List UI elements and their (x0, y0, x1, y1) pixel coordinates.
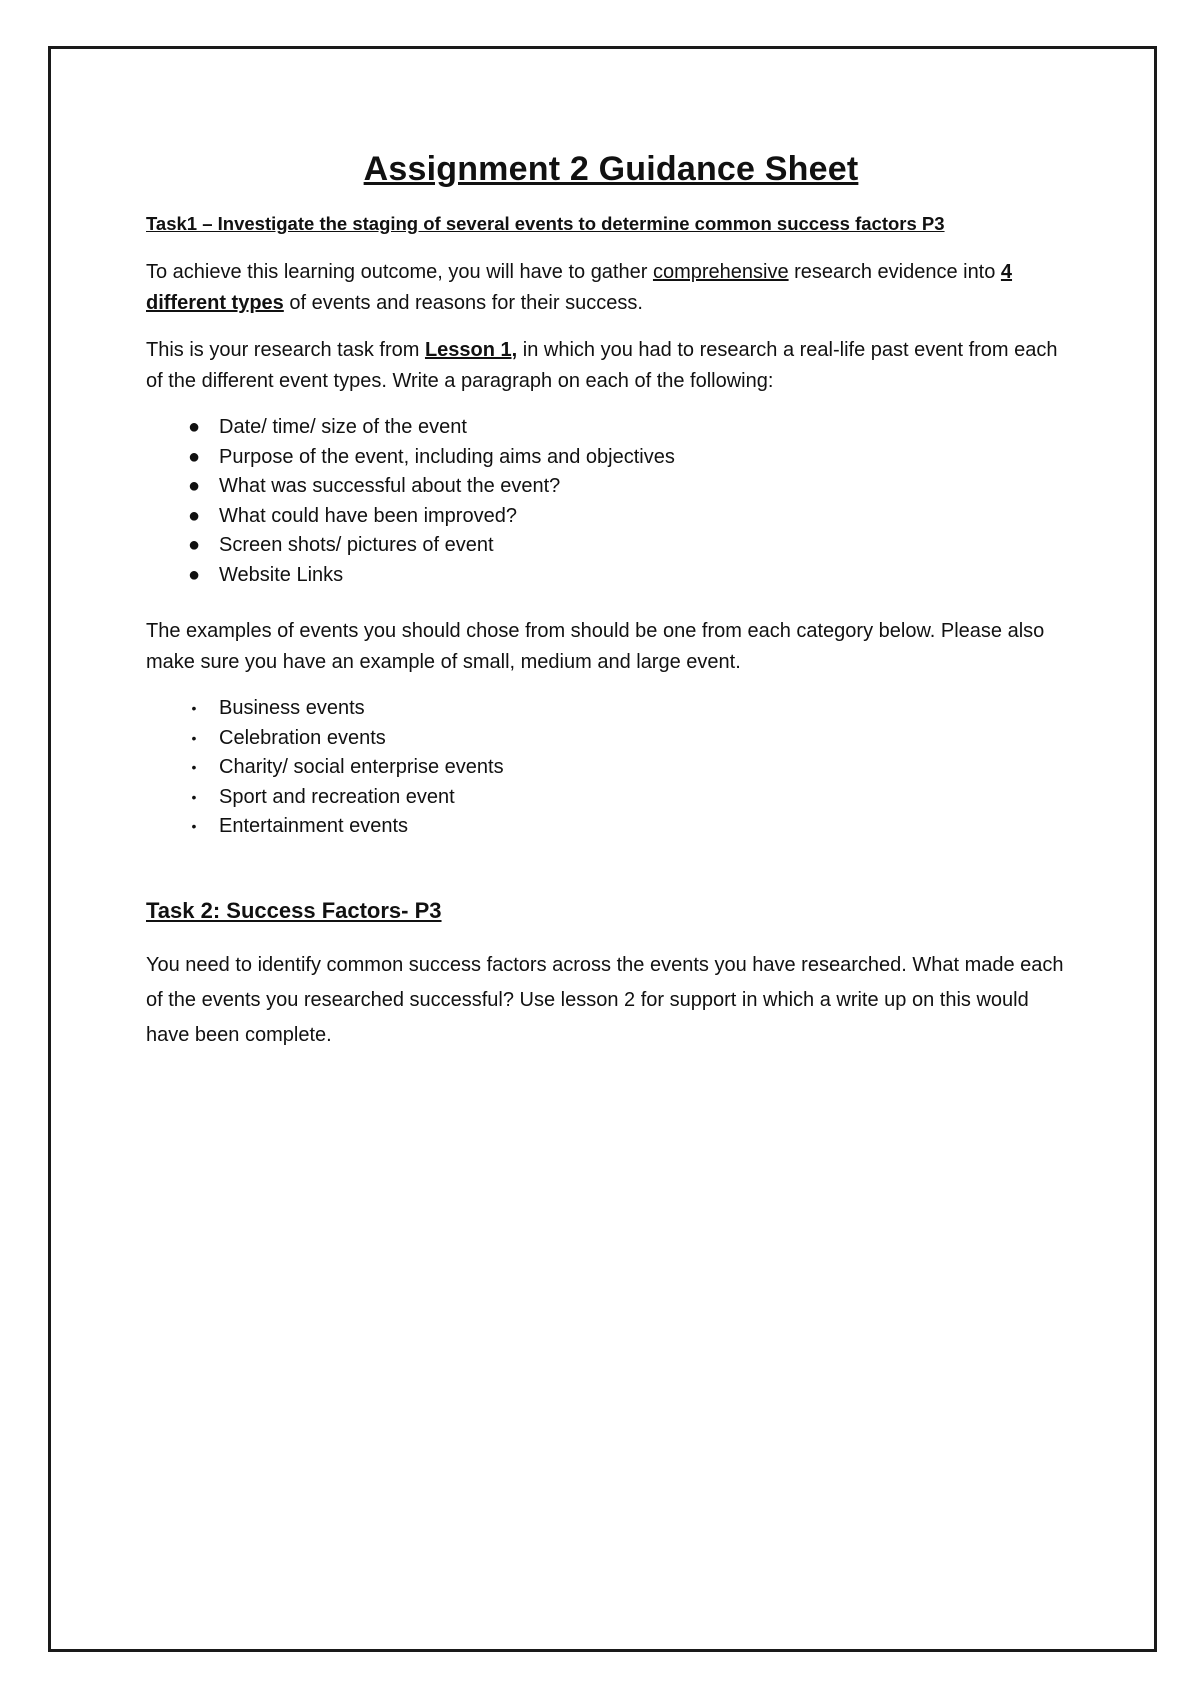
list-item-label: Purpose of the event, including aims and objectives (219, 445, 675, 468)
bullet-icon: ● (187, 563, 201, 586)
bullet-icon: ● (187, 475, 201, 497)
list-item (146, 561, 1076, 591)
bullet-icon: ● (187, 416, 201, 438)
list-item (146, 413, 1076, 443)
bullet-icon: ● (187, 504, 201, 527)
bullet-icon: • (191, 788, 197, 805)
bullet-icon: • (191, 700, 197, 716)
bold-underlined-phrase: 4 different types (146, 261, 1013, 314)
text-run: research evidence into (788, 261, 1001, 283)
bullet-icon: • (191, 818, 197, 834)
list-item (146, 724, 1076, 754)
list-item-label: Date/ time/ size of the event (219, 416, 467, 438)
task1-intro-paragraph (146, 257, 1076, 319)
document-body (146, 150, 1076, 1069)
task1-heading: Task1 – Investigate the staging of several events to determine common success factors P3 (146, 213, 945, 234)
document-title: Assignment 2 Guidance Sheet (363, 150, 859, 188)
list-item (146, 812, 1076, 842)
event-categories-list (146, 694, 1076, 842)
underlined-word: comprehensive (652, 261, 789, 283)
list-item (146, 753, 1076, 783)
text-run: of events and reasons for their success. (283, 292, 643, 314)
bullet-icon: • (191, 729, 197, 746)
list-item (146, 531, 1076, 561)
list-item-label: What could have been improved? (219, 504, 517, 527)
text-run: To achieve this learning outcome, you will have to gather (146, 261, 653, 283)
list-item (146, 783, 1076, 813)
list-item (146, 443, 1076, 473)
lesson-reference: Lesson 1, (424, 339, 518, 361)
bullet-icon: ● (187, 534, 201, 556)
text-run: in which you had to research a real-life past event from each of the different event types. Write a paragraph on each of the following: (146, 339, 1058, 392)
list-item-label: Sport and recreation event (219, 785, 455, 808)
list-item-label: Business events (219, 697, 365, 719)
text-run: This is your research task from (146, 339, 425, 361)
list-item-label: What was successful about the event? (219, 475, 561, 497)
list-item-label: Website Links (219, 563, 344, 586)
list-item (146, 502, 1076, 532)
list-item (146, 472, 1076, 502)
paragraph-topics-list (146, 413, 1076, 590)
list-item-label: Charity/ social enterprise events (219, 756, 504, 778)
list-item (146, 694, 1076, 724)
task2-paragraph: You need to identify common success factors across the events you have researched. What made each of the events you researched successful? Use lesson 2 for support in which a write up on this would have been complete. (146, 953, 1064, 1046)
task1-categories-paragraph: The examples of events you should chose from should be one from each category below. Please also make sure you have an example of small, medium and large event. (146, 620, 1045, 673)
bullet-icon: • (191, 759, 197, 775)
bullet-icon: ● (187, 445, 201, 468)
task2-heading: Task 2: Success Factors- P3 (146, 897, 442, 923)
list-item-label: Entertainment events (219, 815, 408, 837)
list-item-label: Screen shots/ pictures of event (219, 534, 494, 556)
list-item-label: Celebration events (219, 726, 386, 749)
task1-research-paragraph (146, 335, 1076, 397)
